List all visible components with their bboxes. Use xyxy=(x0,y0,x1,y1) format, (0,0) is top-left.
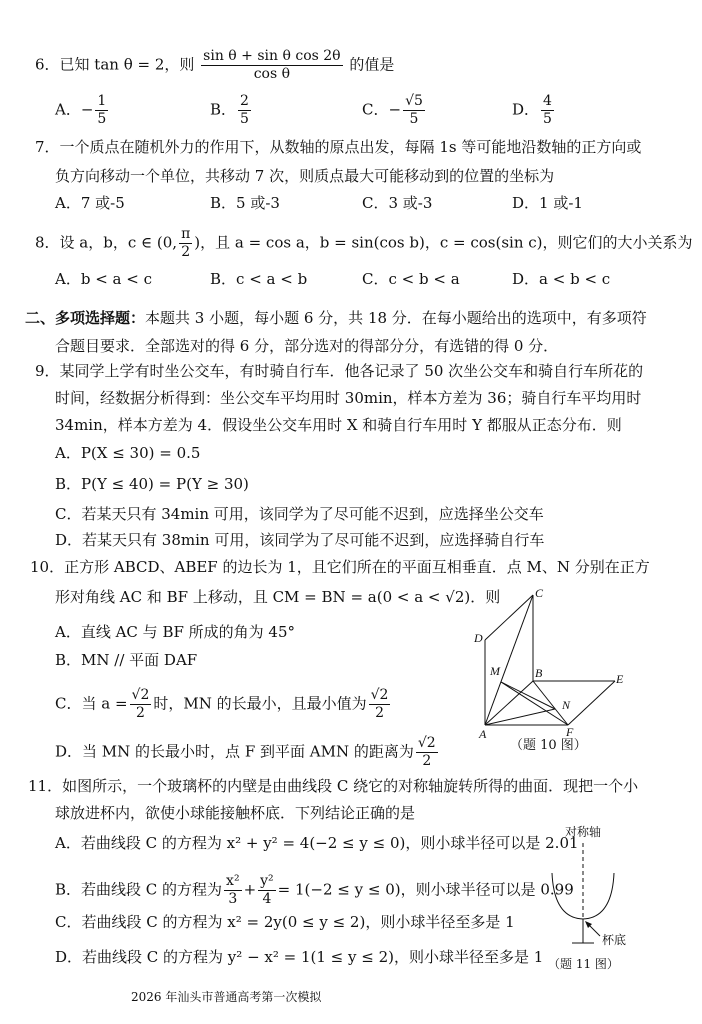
figure-10-diagram xyxy=(465,585,635,765)
q7-line1: 7．一个质点在随机外力的作用下，从数轴的原点出发，每隔 1s 等可能地沿数轴的正方向或 xyxy=(35,138,642,156)
q6-post: 的值是 xyxy=(349,55,395,74)
fig11-axis-label: 对称轴 xyxy=(565,825,602,839)
q11-option-a: A．若曲线段 C 的方程为 x² + y² = 4(−2 ≤ y ≤ 0)，则小球半径可以是 2.01 xyxy=(55,834,579,852)
q9-option-b: B．P(Y ≤ 40) = P(Y ≥ 30) xyxy=(55,475,249,493)
q9-option-a: A．P(X ≤ 30) = 0.5 xyxy=(55,444,201,462)
fig10-label-m: M xyxy=(490,664,500,678)
q7-line2: 负方向移动一个单位，共移动 7 次，则质点最大可能移动到的位置的坐标为 xyxy=(55,167,555,185)
q10-option-d: D．当 MN 的长最小时，点 F 到平面 AMN 的距离为 $\frac{√2}{2}$ xyxy=(55,735,436,769)
q6-option-d: D． $\frac{4}{5}$ xyxy=(512,93,552,127)
q9-line3: 34min，样本方差为 4．假设坐公交车用时 X 和骑自行车用时 Y 都服从正态分布．则 xyxy=(55,416,622,434)
q8-option-d: D．a < b < c xyxy=(512,270,611,288)
fig10-label-a: A xyxy=(479,727,487,741)
q6-den: cos θ xyxy=(253,66,291,82)
question-6-stem xyxy=(35,48,394,83)
q6-num: sin θ + sin θ cos 2θ xyxy=(203,48,341,64)
q11-line2: 球放进杯内，欲使小球能接触杯底．下列结论正确的是 xyxy=(55,804,416,822)
q7-option-b: B．5 或-3 xyxy=(210,194,280,212)
q8-option-b: B．c < a < b xyxy=(210,270,308,288)
q8-stem: 8．设 a，b，c ∈ (0, $\frac{\pi}{2}$ )，且 a = cos a，b = sin(cos b)，c = cos(sin c)，则它们的大小关系为 xyxy=(35,226,693,260)
fig10-label-e: E xyxy=(616,672,624,686)
q6-option-c: C．− $\frac{√5}{5}$ xyxy=(362,93,423,127)
fig10-label-d: D xyxy=(474,631,483,645)
figure-11-caption: （题 11 图） xyxy=(548,957,619,971)
page-footer: 2026 年汕头市普通高考第一次模拟 xyxy=(131,990,322,1004)
q7-option-a: A．7 或-5 xyxy=(55,194,125,212)
figure-10-caption: （题 10 图） xyxy=(510,738,587,753)
q8-option-c: C．c < b < a xyxy=(362,270,460,288)
q7-option-c: C．3 或-3 xyxy=(362,194,433,212)
q10-line2: 形对角线 AC 和 BF 上移动，且 CM = BN = a(0 < a < √2)．则 xyxy=(55,588,501,606)
q11-option-d: D．若曲线段 C 的方程为 y² − x² = 1(1 ≤ y ≤ 2)，则小球半径至多是 1 xyxy=(55,948,544,966)
q9-option-c: C．若某天只有 34min 可用，该同学为了尽可能不迟到，应选择坐公交车 xyxy=(55,505,544,523)
q7-option-d: D．1 或-1 xyxy=(512,194,583,212)
q9-option-d: D．若某天只有 38min 可用，该同学为了尽可能不迟到，应选择骑自行车 xyxy=(55,531,545,549)
fig10-label-n: N xyxy=(562,698,571,712)
q10-line1: 10．正方形 ABCD、ABEF 的边长为 1，且它们所在的平面互相垂直．点 M、N 分别在正方 xyxy=(30,558,650,576)
section-2-line2: 合题目要求．全部选对的得 6 分，部分选对的得部分分，有选错的得 0 分． xyxy=(55,337,559,355)
figure-11-diagram xyxy=(540,818,650,978)
q6-pre: 6．已知 tan θ = 2，则 xyxy=(35,55,195,74)
q6-fraction xyxy=(201,48,342,83)
fig10-label-f: F xyxy=(566,725,574,739)
fig10-label-c: C xyxy=(535,586,544,600)
q11-option-b: B．若曲线段 C 的方程为 $\frac{\text{x²}}{3}$ + $\frac{\text{y²}}{4}$ = 1(−2 ≤ y ≤ 0)，则小球半径可以是 0.99 xyxy=(55,873,574,907)
q11-option-c: C．若曲线段 C 的方程为 x² = 2y(0 ≤ y ≤ 2)，则小球半径至多是 1 xyxy=(55,913,515,931)
section-2-heading: 二、多项选择题：本题共 3 小题，每小题 6 分，共 18 分．在每小题给出的选项中，有多项符 xyxy=(25,309,647,327)
q9-line2: 时间，经数据分析得到：坐公交车平均用时 30min，样本方差为 36；骑自行车平均用时 xyxy=(55,389,642,407)
q6-option-a: A．− $\frac{1}{5}$ xyxy=(55,93,107,127)
q6-option-b: B． $\frac{2}{5}$ xyxy=(210,93,249,127)
q8-option-a: A．b < a < c xyxy=(55,270,152,288)
fig10-label-b: B xyxy=(535,666,543,680)
q10-option-b: B．MN // 平面 DAF xyxy=(55,651,198,669)
q10-option-c: C．当 a = $\frac{√2}{2}$ 时，MN 的长最小，且最小值为 $\frac{√2}{2}$ xyxy=(55,687,389,721)
q9-line1: 9．某同学上学有时坐公交车，有时骑自行车．他各记录了 50 次坐公交车和骑自行车所花的 xyxy=(35,362,644,380)
fig11-bottom-label: 杯底 xyxy=(602,933,627,947)
q10-option-a: A．直线 AC 与 BF 所成的角为 45° xyxy=(55,623,296,641)
q11-line1: 11．如图所示，一个玻璃杯的内壁是由曲线段 C 绕它的对称轴旋转所得的曲面．现把一个小 xyxy=(28,777,639,795)
